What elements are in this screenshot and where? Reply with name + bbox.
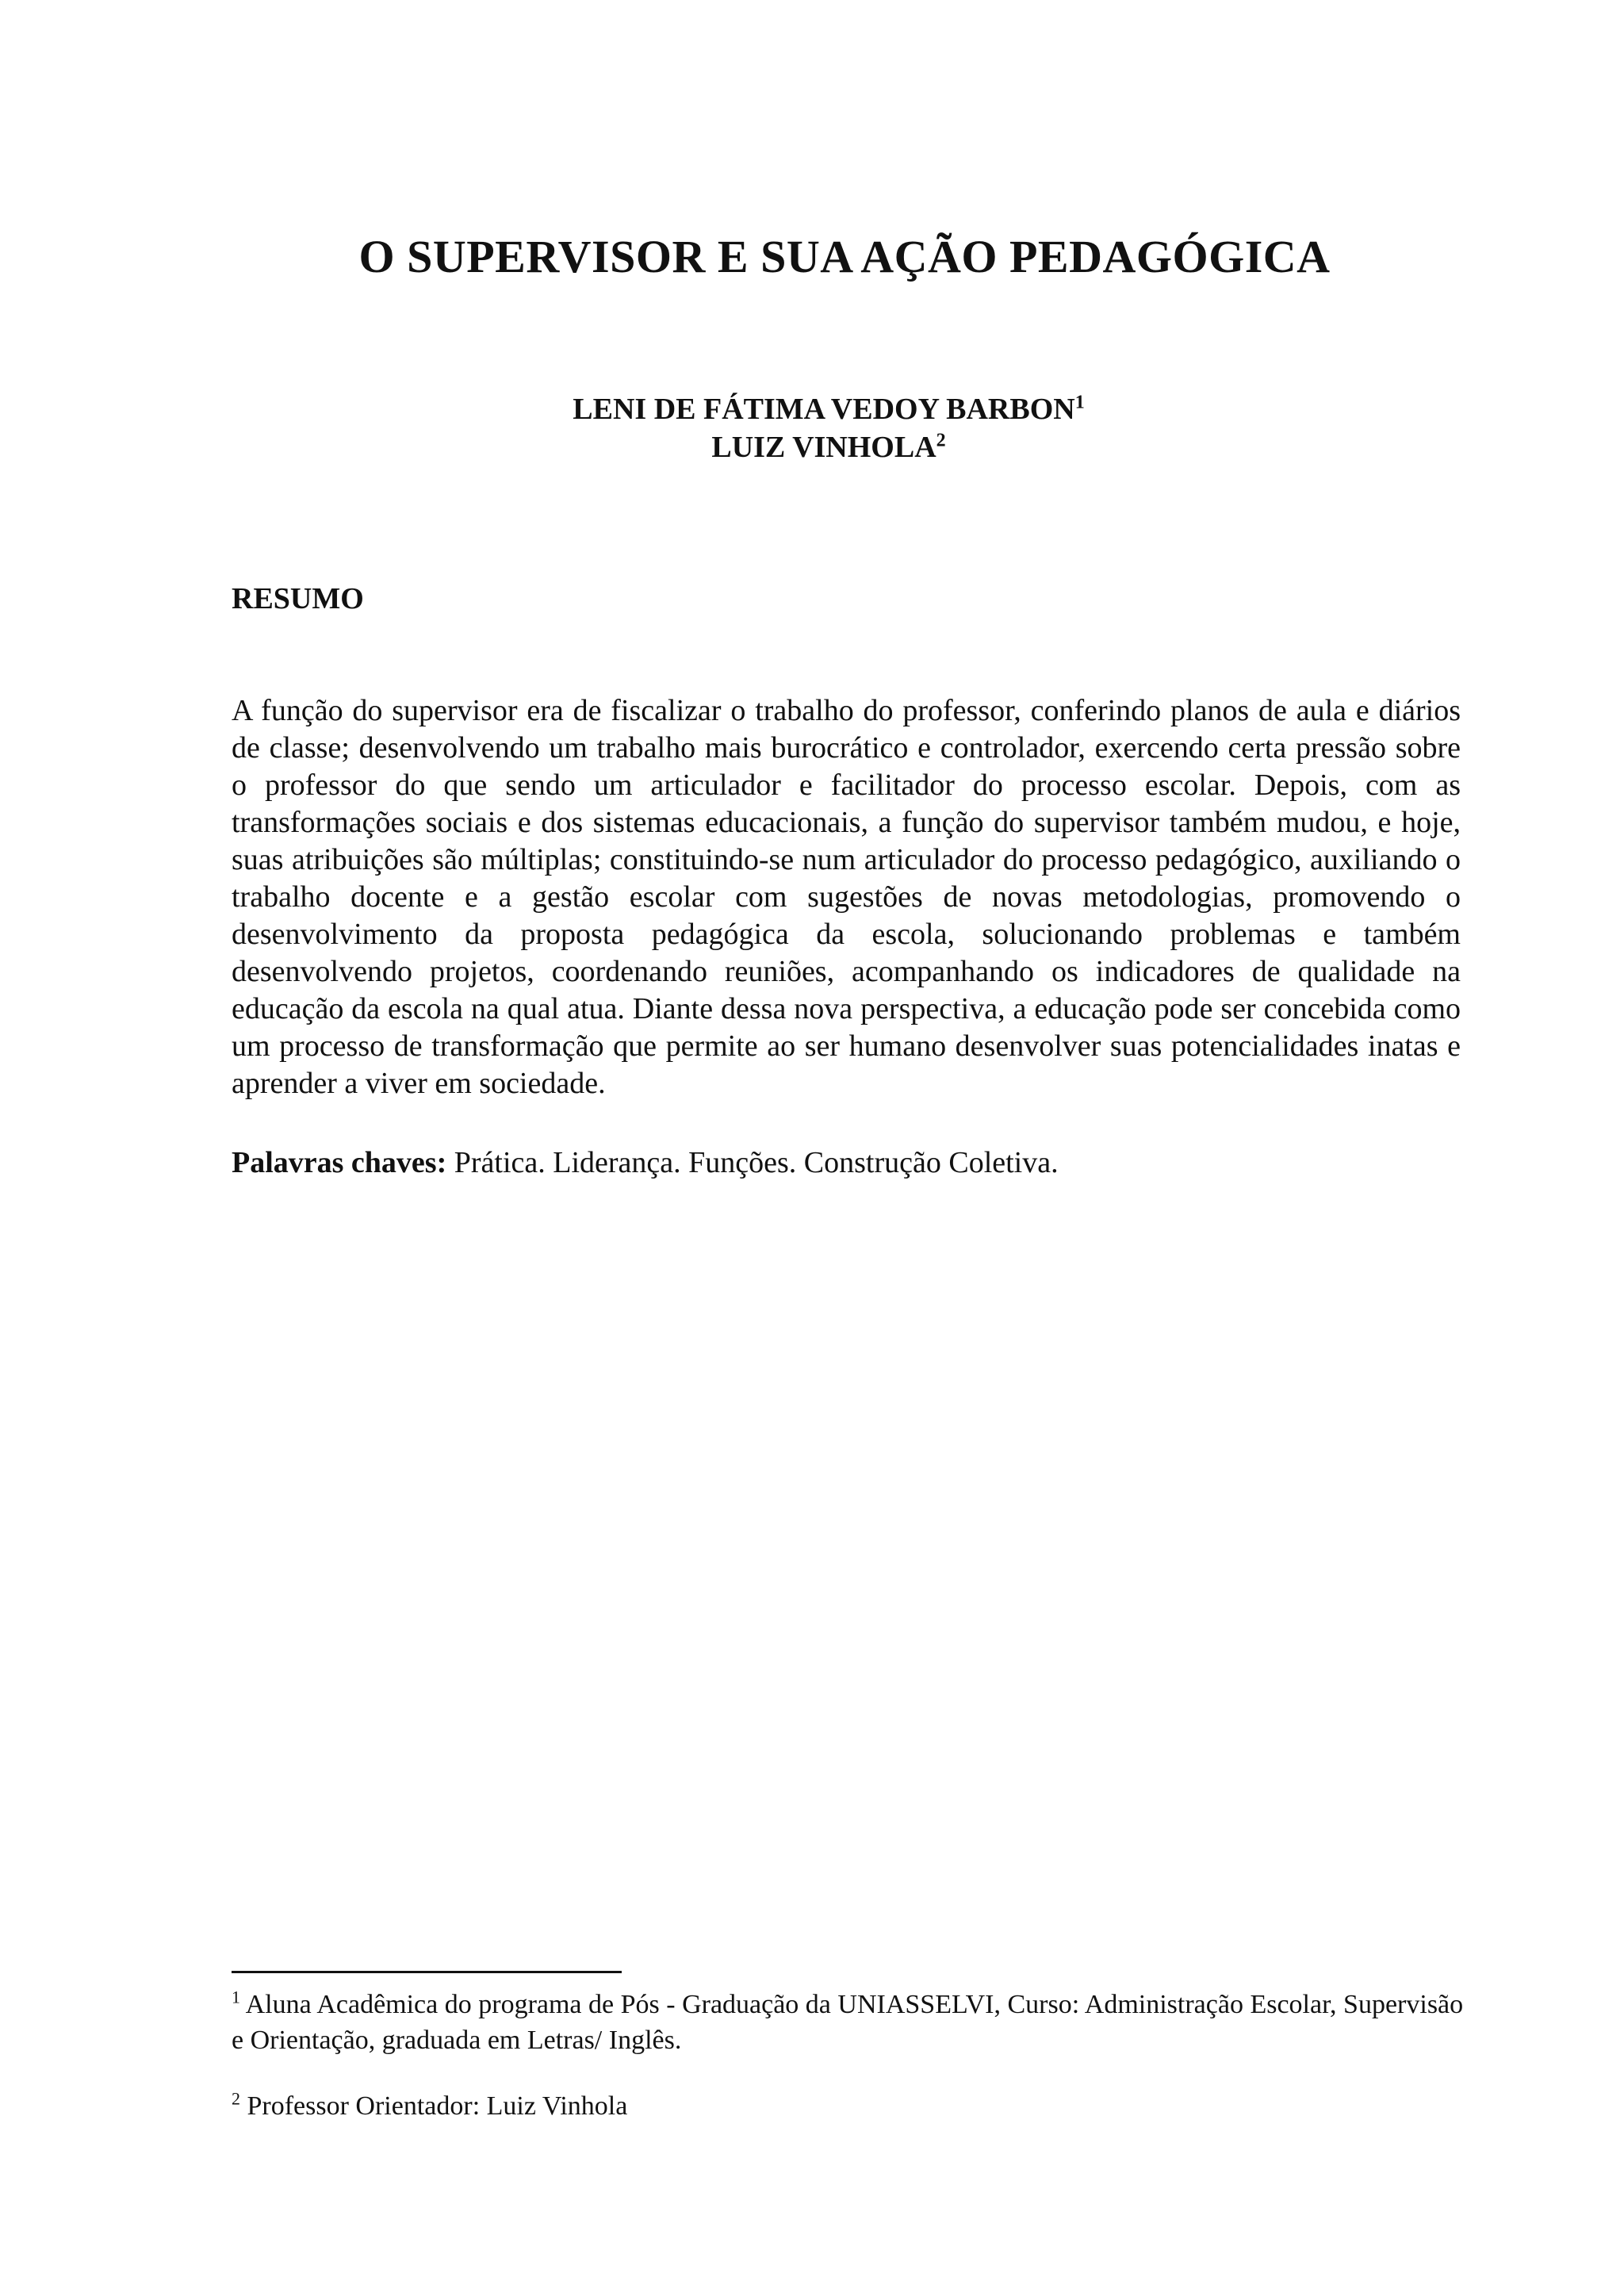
footnote-separator [232,1971,622,1973]
footnote-text: Professor Orientador: Luiz Vinhola [247,2091,628,2121]
author-name [0,428,1624,466]
author-name-text: LENI DE FÁTIMA VEDOY BARBON [573,393,1075,426]
footnote-2 [232,2088,1469,2124]
footnote-1 [232,1987,1469,2058]
abstract-body: A função do supervisor era de fiscalizar o trabalho do professor, conferindo planos de aula e diários de classe; desenvolvendo um trabalho mais burocrático e controlador, exercendo certa pressão sobre o professor do que sendo um articulador e facilitador do processo escolar. Depois, com as transformações sociais e dos sistemas educacionais, a função do supervisor também mudou, e hoje, suas atribuições são múltiplas; constituindo-se num articulador do processo pedagógico, auxiliando o trabalho docente e a gestão escolar com sugestões de novas metodologias, promovendo o desenvolvimento da proposta pedagógica da escola, solucionando problemas e também desenvolvendo projetos, coordenando reuniões, acompanhando os indicadores de qualidade na educação da escola na qual atua. Diante dessa nova perspectiva, a educação pode ser concebida como um processo de transformação que permite ao ser humano desenvolver suas potencialidades inatas e aprender a viver em sociedade. [232,694,1461,1100]
abstract-heading: RESUMO [232,582,364,615]
keywords-label: Palavras chaves: [232,1146,447,1179]
author-block [0,390,1624,466]
footnote-mark: 1 [232,1987,240,2007]
keywords-line [232,1144,1461,1182]
footnote-text: Aluna Acadêmica do programa de Pós - Graduação da UNIASSELVI, Curso: Administração Escolar, Supervisão e Orientação, graduada em Letras/ Inglês. [232,1990,1464,2055]
author-name [0,390,1624,428]
footnote-mark: 1 [1074,392,1085,413]
footnote-mark: 2 [936,430,946,451]
footnote-mark: 2 [232,2088,240,2109]
keywords-text: Prática. Liderança. Funções. Construção Coletiva. [454,1146,1059,1179]
author-name-text: LUIZ VINHOLA [711,431,936,464]
paper-title: O SUPERVISOR E SUA AÇÃO PEDAGÓGICA [358,231,1331,282]
